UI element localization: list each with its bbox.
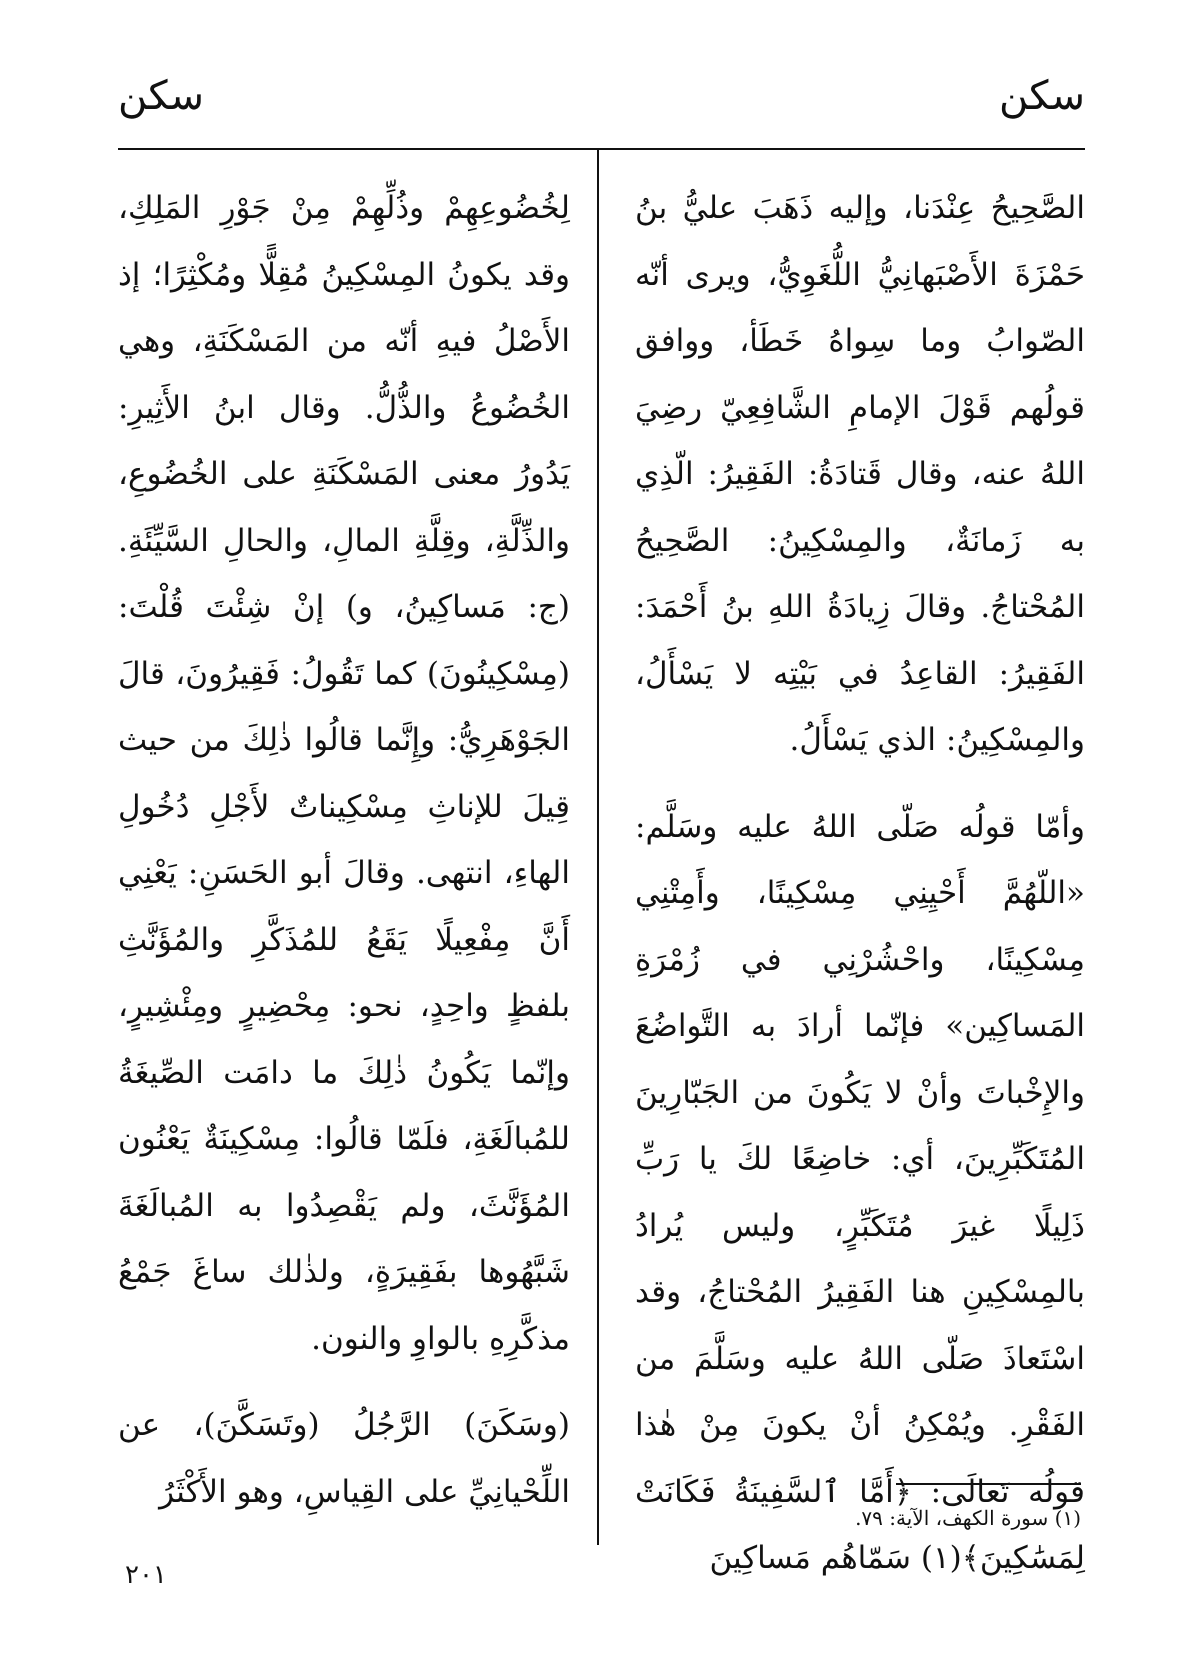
page-number: ٢٠١ [125,1560,167,1590]
column-divider [597,150,599,1545]
header-right-word: سكن [998,73,1085,119]
left-paragraph-1: لِخُضُوعِهِمْ وذُلِّهِمْ مِنْ جَوْرِ المَلِكِ، وقد يكونُ المِسْكِينُ مُقِلًّا ومُكْثِرًا؛ إذ الأَصْلُ فيهِ أنّه من المَسْكَنَةِ، وهي الخُضُوعُ والذُّلُّ. وقال ابنُ الأَثِيرِ: يَدُورُ معنى المَسْكَنَةِ على الخُضُوعِ، والذِّلَّةِ، وقِلَّةِ المالِ، والحالِ السَّيِّئَةِ. (ج: مَساكِينُ، و) إنْ شِئْتَ قُلْتَ: (مِسْكِينُونَ) كما تَقُولُ: فَقِيرُونَ، قالَ الجَوْهَرِيُّ: وإِنَّما قالُوا ذٰلِكَ من حيث قِيلَ للإناثِ مِسْكِيناتٌ لأَجْلِ دُخُولِ الهاءِ، انتهى. وقالَ أبو الحَسَنِ: يَعْنِي أَنَّ مِفْعِيلًا يَقَعُ للمُذَكَّرِ والمُؤَنَّثِ بلفظٍ واحِدٍ، نحو: مِحْضِيرٍ ومِئْشِيرٍ، وإنّما يَكُونُ ذٰلِكَ ما دامَت الصِّيغَةُ للمُبالَغَةِ، فلَمّا قالُوا: مِسْكِينَةٌ يَعْنُون المُؤَنَّثَ، ولم يَقْصِدُوا به المُبالَغَةَ شَبَّهُوها بفَقِيرَةٍ، ولذٰلك ساغَ جَمْعُ مذكَّرِهِ بالواوِ والنون. [118,190,570,1357]
footnote: (١) سورة الكهف، الآية: ٧٩. [855,1506,1081,1530]
header-rule [118,148,1085,150]
left-paragraph-2: (وسَكَنَ) الرَّجُلُ (وتَسَكَّنَ)، عن اللِّحْيانِيِّ على القِياسِ، وهو الأَكْثَرُ [118,1407,570,1510]
right-column [635,175,1085,1592]
left-column [118,175,570,1525]
footnote-rule [896,1483,1081,1485]
right-paragraph-2: وأمّا قولُه صَلّى اللهُ عليه وسَلَّم: «اللّهُمَّ أَحْيِنِي مِسْكِينًا، وأَمِتْنِي مِسْكِينًا، واحْشُرْنِي في زُمْرَةِ المَساكِين» فإنّما أرادَ به التَّواضُعَ والإِخْباتَ وأنْ لا يَكُونَ من الجَبّارِينَ المُتَكَبِّرِينَ، أي: خاضِعًا لكَ يا رَبِّ ذَلِيلًا غيرَ مُتَكَبِّرٍ، وليس يُرادُ بالمِسْكِينِ هنا الفَقِيرُ المُحْتاجُ، وقد اسْتَعاذَ صَلّى اللهُ عليه وسَلَّمَ من الفَقْرِ. ويُمْكِنُ أنْ يكونَ مِنْ هٰذا قولُه تَعالَى: ﴿أَمَّا ٱلسَّفِينَةُ فَكَانَتْ لِمَسَٰكِينَ﴾(١) سَمّاهُم مَساكِينَ [635,808,1085,1576]
header-left-word: سكن [118,73,205,119]
right-paragraph-1: الصَّحِيحُ عِنْدَنا، وإليه ذَهَبَ عليُّ بنُ حَمْزَةَ الأَصْبَهانِيُّ اللُّغَوِيُّ، ويرى أنّه الصّوابُ وما سِواهُ خَطَأ، ووافق قولُهم قَوْلَ الإمامِ الشَّافِعِيّ رضِيَ اللهُ عنه، وقال قَتادَةُ: الفَقِيرُ: الّذِي به زَمانَةٌ، والمِسْكِينُ: الصَّحِيحُ المُحْتاجُ. وقالَ زِيادَةُ اللهِ بنُ أَحْمَدَ: الفَقِيرُ: القاعِدُ في بَيْتِه لا يَسْأَلُ، والمِسْكِينُ: الذي يَسْأَلُ. [635,190,1085,758]
